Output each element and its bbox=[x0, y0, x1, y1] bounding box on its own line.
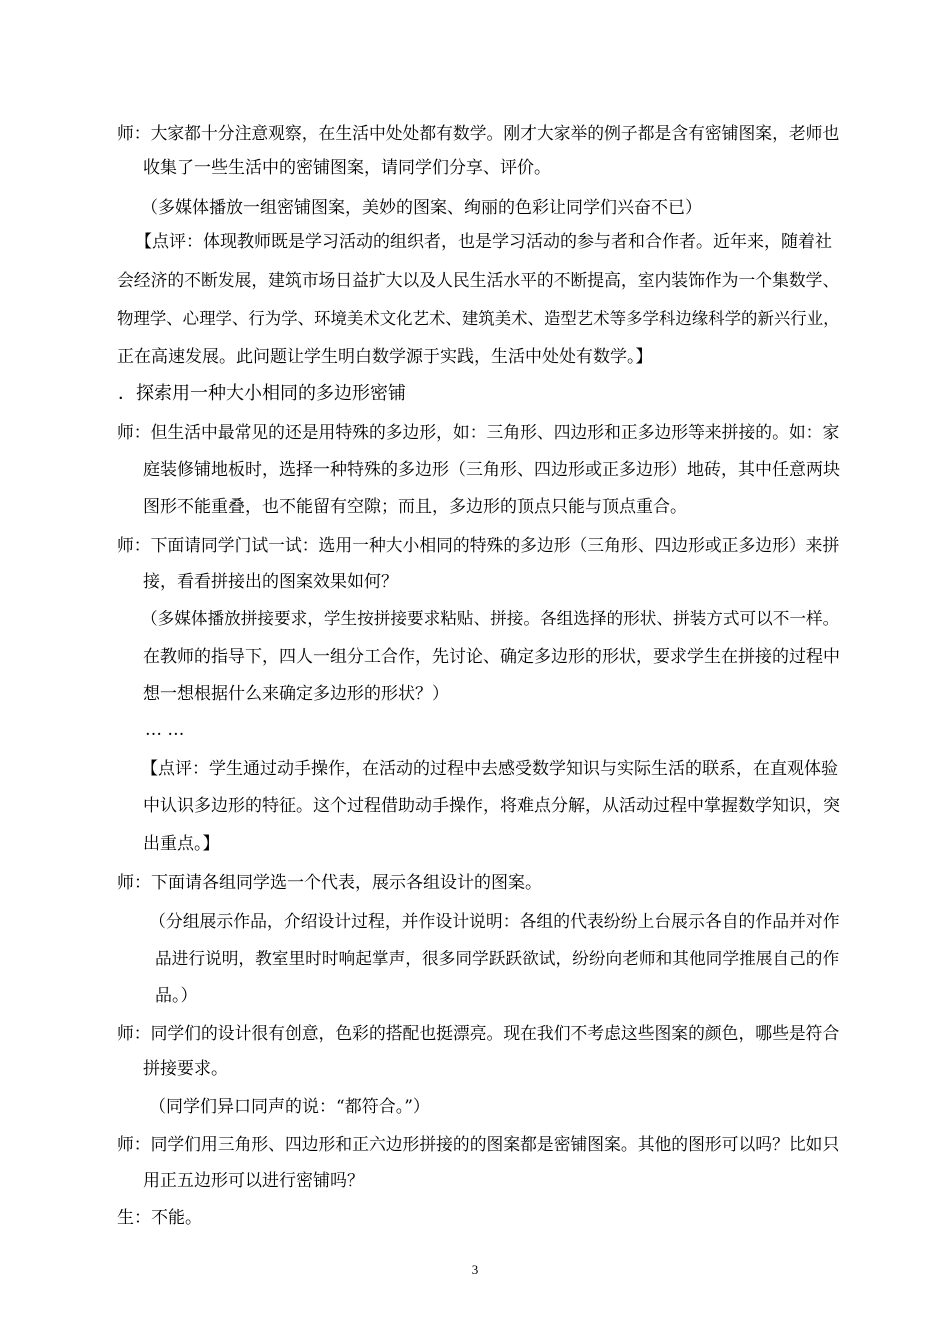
text-line: 师：下面请各组同学选一个代表，展示各组设计的图案。 bbox=[117, 873, 542, 893]
section-heading: ．探索用一种大小相同的多边形密铺 bbox=[118, 383, 406, 404]
text-line: 庭装修铺地板时，选择一种特殊的多边形（三角形、四边形或正多边形）地砖，其中任意两块 bbox=[143, 460, 840, 480]
text-line: 物理学、心理学、行为学、环境美术文化艺术、建筑美术、造型艺术等多学科边缘科学的新兴行业， bbox=[117, 309, 840, 328]
text-line: 正在高速发展。此问题让学生明白数学源于实践，生活中处处有数学。】 bbox=[117, 347, 653, 367]
text-line: 师：下面请同学门试一试：选用一种大小相同的特殊的多边形（三角形、四边形或正多边形）来拼 bbox=[117, 535, 840, 555]
text-line: 师：同学们用三角形、四边形和正六边形拼接的的图案都是密铺图案。其他的图形可以吗？比如只 bbox=[117, 1134, 840, 1154]
text-line: （分组展示作品，介绍设计过程，并作设计说明：各组的代表纷纷上台展示各自的作品并对作 bbox=[149, 911, 840, 931]
text-line: 师：同学们的设计很有创意，色彩的搭配也挺漂亮。现在我们不考虑这些图案的颜色，哪些是符合 bbox=[117, 1023, 840, 1043]
text-line: 品进行说明，教室里时时响起掌声，很多同学跃跃欲试，纷纷向老师和其他同学推展自己的作 bbox=[155, 948, 840, 968]
text-line: 品。） bbox=[155, 986, 198, 1006]
text-line: 会经济的不断发展，建筑市场日益扩大以及人民生活水平的不断提高，室内装饰作为一个集数学、 bbox=[117, 270, 840, 290]
text-line: （多媒体播放一组密铺图案，美妙的图案、绚丽的色彩让同学们兴奋不已） bbox=[141, 198, 702, 218]
ellipsis: … … bbox=[145, 720, 185, 740]
text-line: 出重点。】 bbox=[143, 834, 220, 854]
text-line: 师：但生活中最常见的还是用特殊的多边形，如：三角形、四边形和正多边形等来拼接的。如：家 bbox=[117, 422, 840, 442]
text-line: 拼接要求。 bbox=[143, 1059, 228, 1079]
text-line: （多媒体播放拼接要求，学生按拼接要求粘贴、拼接。各组选择的形状、拼装方式可以不一样。 bbox=[141, 609, 840, 628]
text-line: 在教师的指导下，四人一组分工合作，先讨论、确定多边形的形状，要求学生在拼接的过程中 bbox=[143, 647, 840, 667]
text-line: 想一想根据什么来确定多边形的形状？） bbox=[143, 684, 449, 704]
text-line: 生：不能。 bbox=[117, 1208, 202, 1228]
text-line: 师：大家都十分注意观察，在生活中处处都有数学。刚才大家举的例子都是含有密铺图案，老师也 bbox=[117, 123, 840, 143]
text-line: 用正五边形可以进行密铺吗？ bbox=[143, 1171, 364, 1191]
text-line: 接，看看拼接出的图案效果如何？ bbox=[143, 572, 398, 592]
text-line: （同学们异口同声的说：“都符合。”） bbox=[149, 1097, 430, 1117]
text-line: 图形不能重叠，也不能留有空隙；而且，多边形的顶点只能与顶点重合。 bbox=[143, 497, 687, 517]
text-line: 中认识多边形的特征。这个过程借助动手操作，将难点分解，从活动过程中掌握数学知识，突 bbox=[143, 796, 840, 816]
page-number: 3 bbox=[471, 1262, 479, 1277]
text-line: 【点评：体现教师既是学习活动的组织者，也是学习活动的参与者和合作者。近年来，随着社 bbox=[135, 232, 832, 252]
text-line: 【点评：学生通过动手操作，在活动的过程中去感受数学知识与实际生活的联系，在直观体验 bbox=[141, 759, 838, 779]
text-line: 收集了一些生活中的密铺图案，请同学们分享、评价。 bbox=[143, 158, 551, 178]
